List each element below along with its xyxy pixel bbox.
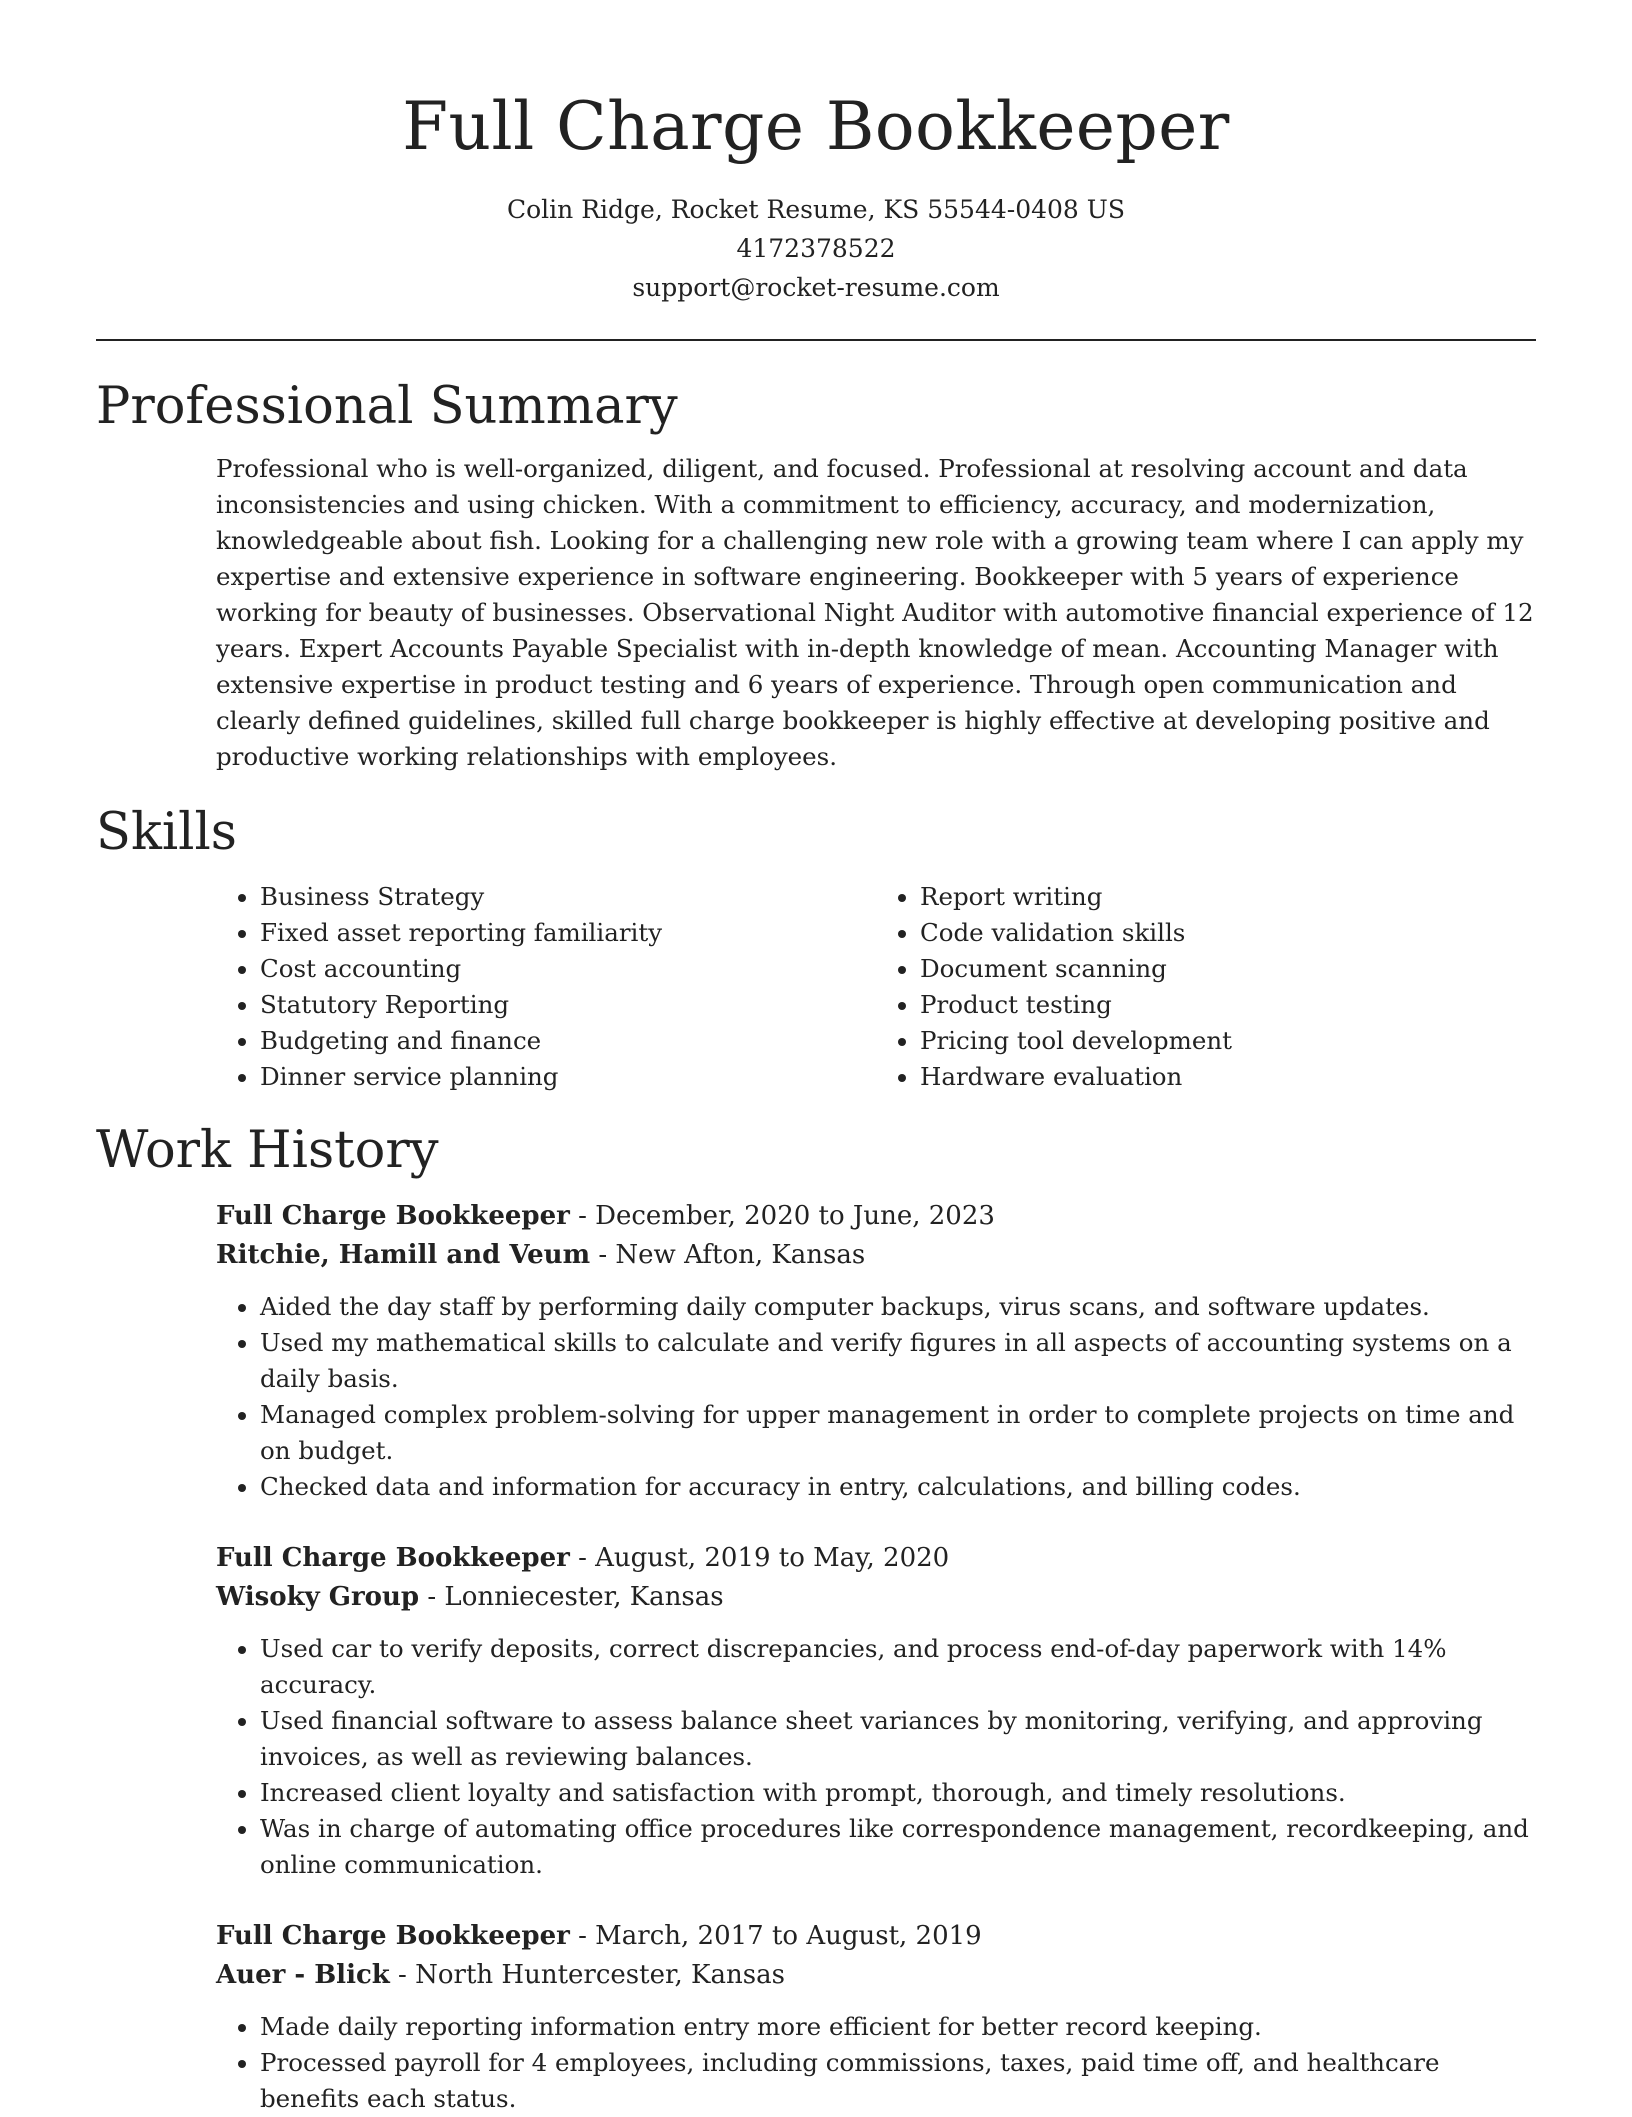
job-title: Full Charge Bookkeeper <box>216 1201 570 1231</box>
job-title: Full Charge Bookkeeper <box>216 1921 570 1951</box>
job-bullet: • Made daily reporting information entry more efficient for better record keeping. <box>260 2009 1536 2045</box>
job-bullet: • Checked data and information for accuracy in entry, calculations, and billing codes. <box>260 1469 1536 1505</box>
skill-item: • Dinner service planning <box>260 1059 876 1095</box>
skill-item: • Pricing tool development <box>920 1023 1536 1059</box>
job-bullet: • Aided the day staff by performing daily computer backups, virus scans, and software updates. <box>260 1289 1536 1325</box>
job-location: - Lonniecester, Kansas <box>419 1582 724 1612</box>
job-entry <box>216 1917 1536 2117</box>
job-location: - New Afton, Kansas <box>590 1240 866 1270</box>
skill-item: • Product testing <box>920 987 1536 1023</box>
resume-header <box>96 0 1536 307</box>
job-dates: - December, 2020 to June, 2023 <box>569 1201 995 1231</box>
skill-item: • Document scanning <box>920 951 1536 987</box>
contact-info <box>96 190 1536 307</box>
job-bullet: • Used financial software to assess balance sheet variances by monitoring, verifying, and approving invoices, as well as reviewing balances. <box>260 1703 1536 1775</box>
job-bullet: • Used my mathematical skills to calculate and verify figures in all aspects of accounting systems on a daily basis. <box>260 1325 1536 1397</box>
skill-item: • Report writing <box>920 879 1536 915</box>
job-bullet: • Used car to verify deposits, correct discrepancies, and process end-of-day paperwork with 14% accuracy. <box>260 1631 1536 1703</box>
skill-item: • Budgeting and finance <box>260 1023 876 1059</box>
summary-section <box>96 375 1536 775</box>
candidate-name: Full Charge Bookkeeper <box>402 88 1230 165</box>
job-company-line <box>216 1236 1536 1275</box>
job-entry <box>216 1539 1536 1883</box>
skills-column-left <box>216 879 876 1095</box>
skill-item: • Cost accounting <box>260 951 876 987</box>
job-title: Full Charge Bookkeeper <box>216 1543 570 1573</box>
job-company: Ritchie, Hamill and Veum <box>216 1240 591 1270</box>
skill-item: • Hardware evaluation <box>920 1059 1536 1095</box>
job-company-line <box>216 1578 1536 1617</box>
skill-item: • Business Strategy <box>260 879 876 915</box>
skill-item: • Statutory Reporting <box>260 987 876 1023</box>
summary-text: Professional who is well-organized, diligent, and focused. Professional at resolving account and data inconsistencies and using chicken. With a commitment to efficiency, accuracy, and modernization, knowledgeable about fish. Looking for a challenging new role with a growing team where I can apply my expertise and extensive experience in software engineering. Bookkeeper with 5 years of experience working for beauty of businesses. Observational Night Auditor with automotive financial experience of 12 years. Expert Accounts Payable Specialist with in-depth knowledge of mean. Accounting Manager with extensive expertise in product testing and 6 years of experience. Through open communication and clearly defined guidelines, skilled full charge bookkeeper is highly effective at developing positive and productive working relationships with employees. <box>216 454 1534 771</box>
skill-item: • Code validation skills <box>920 915 1536 951</box>
job-title-line <box>216 1917 1536 1956</box>
skill-item: • Fixed asset reporting familiarity <box>260 915 876 951</box>
job-bullets <box>216 2009 1536 2117</box>
job-dates: - March, 2017 to August, 2019 <box>569 1921 982 1951</box>
skills-column-right <box>876 879 1536 1095</box>
skills-heading: Skills <box>96 803 237 862</box>
job-bullet: • Processed payroll for 4 employees, including commissions, taxes, paid time off, and healthcare benefits each status. <box>260 2045 1536 2117</box>
work-history-heading: Work History <box>96 1121 439 1180</box>
job-title-line <box>216 1197 1536 1236</box>
job-bullets <box>216 1631 1536 1883</box>
job-company: Wisoky Group <box>216 1582 420 1612</box>
job-dates: - August, 2019 to May, 2020 <box>569 1543 950 1573</box>
skills-section <box>96 801 1536 1095</box>
job-location: - North Huntercester, Kansas <box>389 1960 785 1990</box>
job-bullet: • Was in charge of automating office procedures like correspondence management, recordkeeping, and online communication. <box>260 1811 1536 1883</box>
job-company-line <box>216 1956 1536 1995</box>
skills-grid <box>216 879 1536 1095</box>
address: Colin Ridge, Rocket Resume, KS 55544-0408 US <box>507 195 1125 224</box>
job-bullet: • Managed complex problem-solving for upper management in order to complete projects on time and on budget. <box>260 1397 1536 1469</box>
job-bullet: • Increased client loyalty and satisfaction with prompt, thorough, and timely resolutions. <box>260 1775 1536 1811</box>
job-bullets <box>216 1289 1536 1505</box>
phone: 4172378522 <box>736 234 896 263</box>
header-divider <box>96 339 1536 341</box>
job-entry <box>216 1197 1536 1505</box>
job-title-line <box>216 1539 1536 1578</box>
job-company: Auer - Blick <box>216 1960 390 1990</box>
email: support@rocket-resume.com <box>632 273 1000 302</box>
resume-page <box>96 0 1536 2117</box>
summary-heading: Professional Summary <box>96 377 678 436</box>
work-history-section <box>96 1119 1536 2117</box>
